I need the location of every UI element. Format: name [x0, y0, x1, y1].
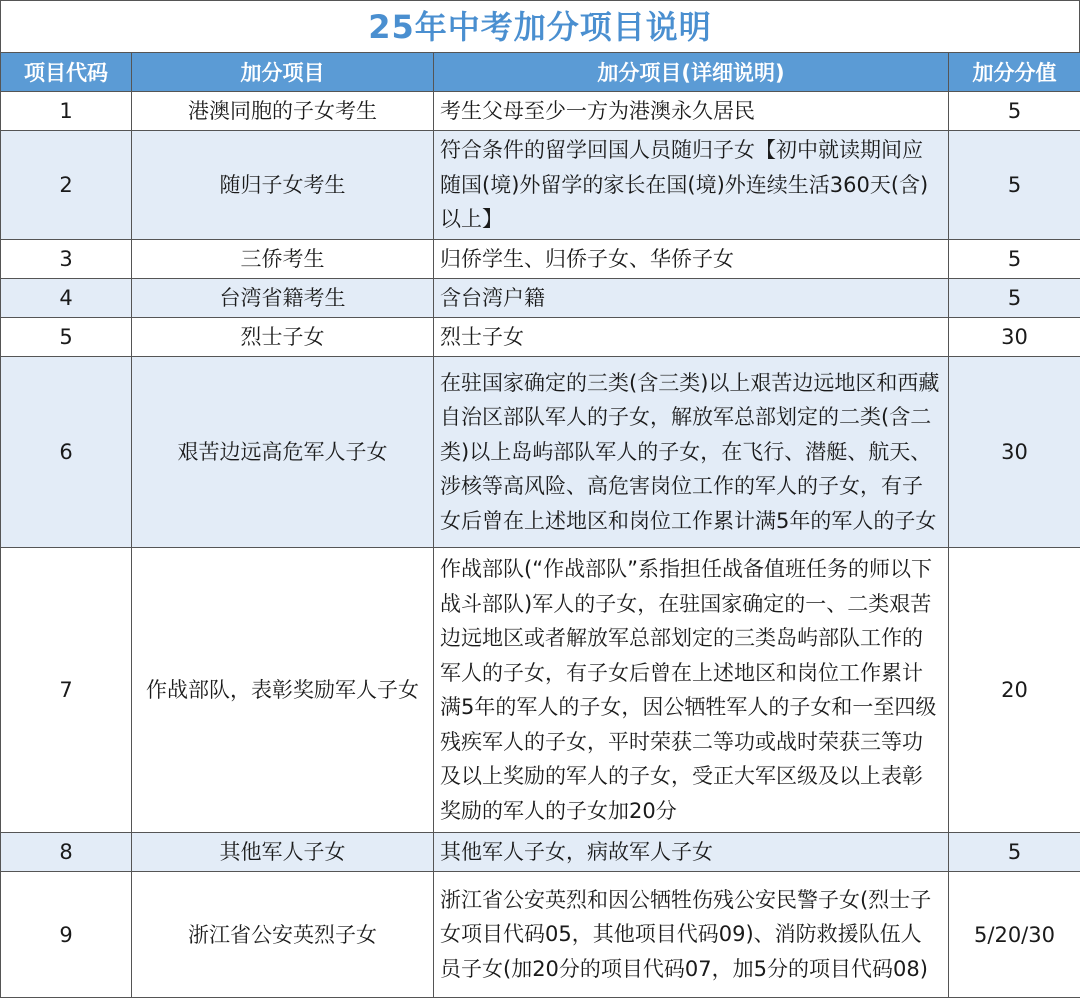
table-row: [1, 92, 1080, 131]
cell-item: 其他军人子女: [132, 833, 434, 872]
cell-detail: 在驻国家确定的三类(含三类)以上艰苦边远地区和西藏自治区部队军人的子女，解放军总部划定的二类(含二类)以上岛屿部队军人的子女，在飞行、潜艇、航天、涉核等高风险、高危害岗位工作的军人的子女，有子女后曾在上述地区和岗位工作累计满5年的军人的子女: [434, 357, 949, 548]
cell-code: 7: [1, 548, 132, 833]
cell-points: 5: [949, 833, 1080, 872]
cell-detail: 考生父母至少一方为港澳永久居民: [434, 92, 949, 131]
cell-item: 艰苦边远高危军人子女: [132, 357, 434, 548]
bonus-table: [0, 52, 1080, 998]
cell-item: 作战部队，表彰奖励军人子女: [132, 548, 434, 833]
cell-code: 8: [1, 833, 132, 872]
cell-detail: 浙江省公安英烈和因公牺牲伤残公安民警子女(烈士子女项目代码05，其他项目代码09)、消防救援队伍人员子女(加20分的项目代码07，加5分的项目代码08): [434, 872, 949, 998]
header-code: 项目代码: [1, 53, 132, 92]
table-row: [1, 131, 1080, 240]
table-row: [1, 357, 1080, 548]
table-row: [1, 833, 1080, 872]
cell-points: 20: [949, 548, 1080, 833]
table-row: [1, 872, 1080, 998]
cell-code: 5: [1, 318, 132, 357]
table-row: [1, 240, 1080, 279]
cell-detail: 归侨学生、归侨子女、华侨子女: [434, 240, 949, 279]
cell-detail: 符合条件的留学回国人员随归子女【初中就读期间应随国(境)外留学的家长在国(境)外连续生活360天(含)以上】: [434, 131, 949, 240]
cell-item: 烈士子女: [132, 318, 434, 357]
cell-item: 随归子女考生: [132, 131, 434, 240]
cell-code: 4: [1, 279, 132, 318]
cell-detail: 烈士子女: [434, 318, 949, 357]
cell-code: 2: [1, 131, 132, 240]
header-item: 加分项目: [132, 53, 434, 92]
page-title: 25年中考加分项目说明: [0, 0, 1080, 52]
cell-points: 30: [949, 318, 1080, 357]
header-detail: 加分项目(详细说明): [434, 53, 949, 92]
cell-item: 台湾省籍考生: [132, 279, 434, 318]
cell-points: 5: [949, 240, 1080, 279]
table-row: [1, 548, 1080, 833]
cell-code: 6: [1, 357, 132, 548]
cell-code: 9: [1, 872, 132, 998]
cell-detail: 其他军人子女，病故军人子女: [434, 833, 949, 872]
table-row: [1, 279, 1080, 318]
cell-item: 三侨考生: [132, 240, 434, 279]
cell-points: 5: [949, 92, 1080, 131]
cell-points: 5/20/30: [949, 872, 1080, 998]
cell-detail: 作战部队(“作战部队”系指担任战备值班任务的师以下战斗部队)军人的子女，在驻国家确定的一、二类艰苦边远地区或者解放军总部划定的三类岛屿部队工作的军人的子女，有子女后曾在上述地区和岗位工作累计满5年的军人的子女，因公牺牲军人的子女和一至四级残疾军人的子女，平时荣获二等功或战时荣获三等功及以上奖励的军人的子女，受正大军区级及以上表彰奖励的军人的子女加20分: [434, 548, 949, 833]
cell-points: 30: [949, 357, 1080, 548]
cell-points: 5: [949, 131, 1080, 240]
cell-detail: 含台湾户籍: [434, 279, 949, 318]
cell-item: 浙江省公安英烈子女: [132, 872, 434, 998]
table-row: [1, 318, 1080, 357]
header-points: 加分分值: [949, 53, 1080, 92]
cell-code: 1: [1, 92, 132, 131]
header-row: [1, 53, 1080, 92]
cell-code: 3: [1, 240, 132, 279]
cell-points: 5: [949, 279, 1080, 318]
cell-item: 港澳同胞的子女考生: [132, 92, 434, 131]
